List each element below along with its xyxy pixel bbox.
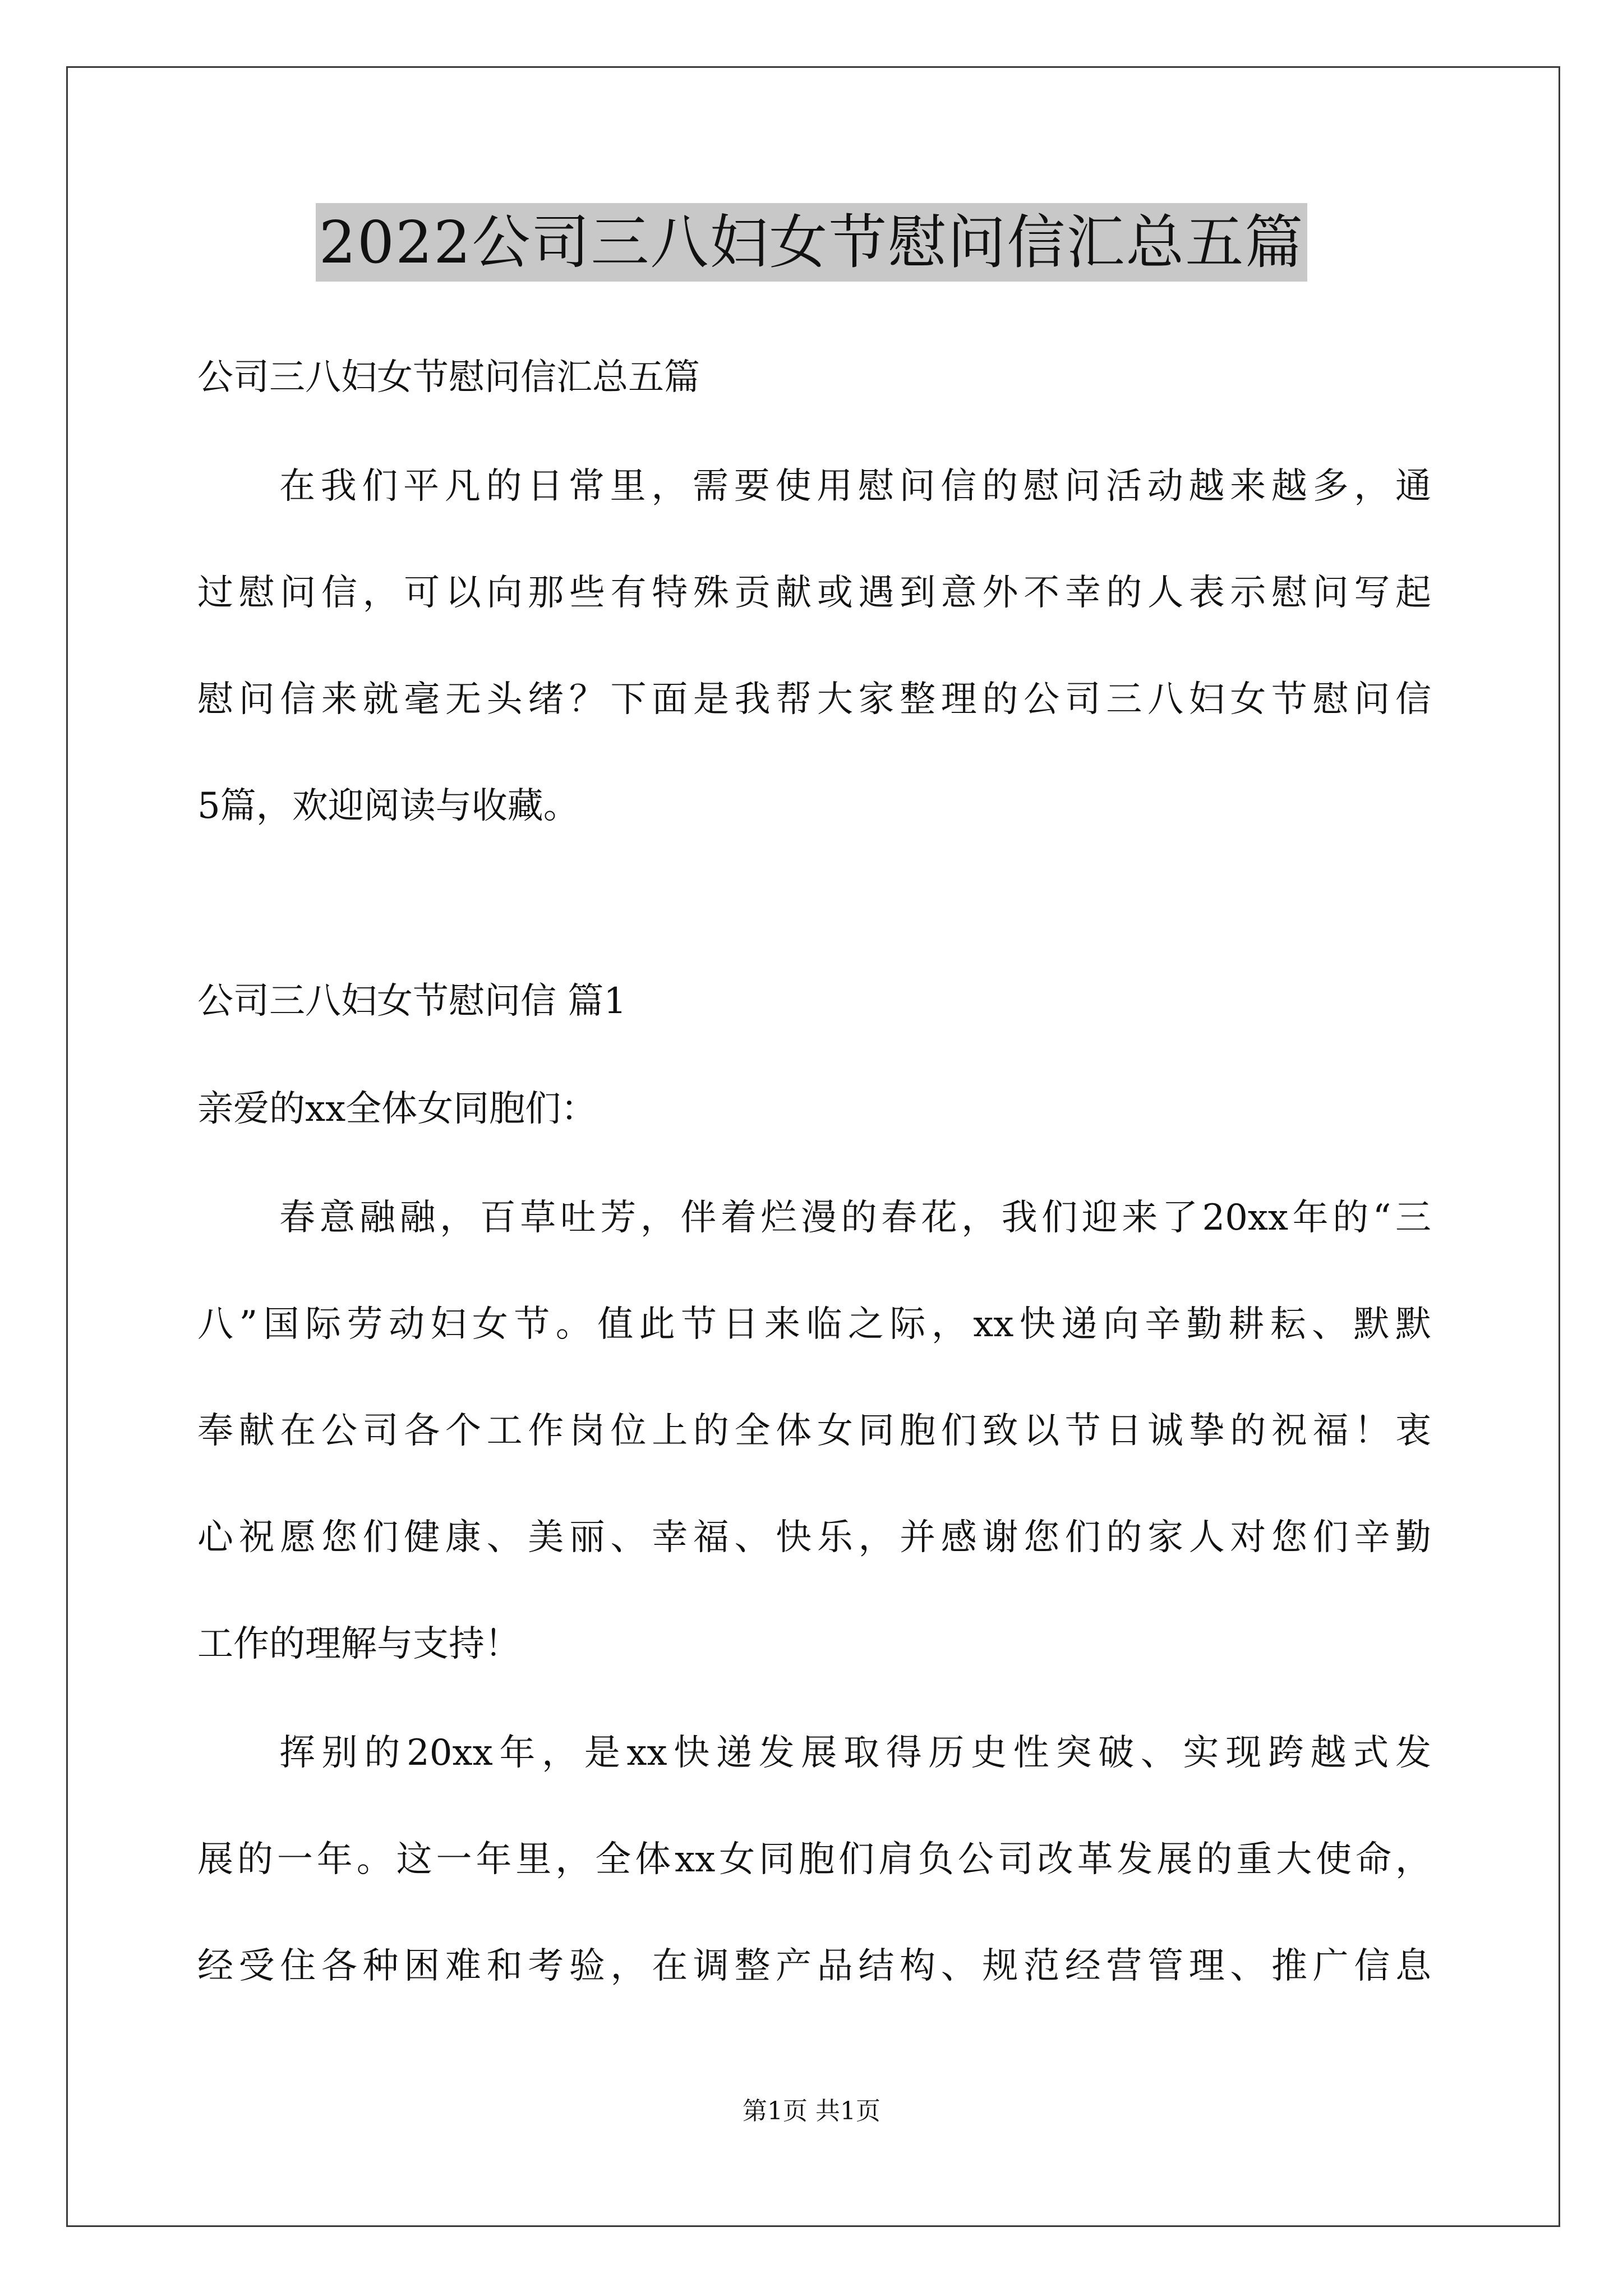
- paragraph-line: 工作的理解与支持！: [197, 1623, 520, 1665]
- document-subtitle: 公司三八妇女节慰问信汇总五篇: [197, 357, 700, 398]
- salutation: 亲爱的xx全体女同胞们：: [197, 1088, 597, 1130]
- paragraph-line: 八”国际劳动妇女节。值此节日来临之际，xx快递向辛勤耕耘、默默: [197, 1304, 1431, 1345]
- page-footer: 第1页 共1页: [743, 2097, 880, 2125]
- document-title: 2022公司三八妇女节慰问信汇总五篇: [316, 203, 1308, 282]
- paragraph-line: 展的一年。这一年里，全体xx女同胞们肩负公司改革发展的重大使命，: [197, 1839, 1431, 1880]
- intro-line: 在我们平凡的日常里，需要使用慰问信的慰问活动越来越多，通: [279, 466, 1431, 507]
- intro-line: 过慰问信，可以向那些有特殊贡献或遇到意外不幸的人表示慰问写起: [197, 572, 1431, 614]
- title-wrap: [0, 203, 1623, 282]
- intro-line: 慰问信来就毫无头绪？下面是我帮大家整理的公司三八妇女节慰问信: [197, 679, 1431, 720]
- paragraph-line: 心祝愿您们健康、美丽、幸福、快乐，并感谢您们的家人对您们辛勤: [197, 1517, 1431, 1558]
- paragraph-line: 经受住各种困难和考验，在调整产品结构、规范经营管理、推广信息: [197, 1945, 1431, 1987]
- section-heading: 公司三八妇女节慰问信 篇1: [197, 981, 627, 1022]
- paragraph-line: 挥别的20xx年，是xx快递发展取得历史性突破、实现跨越式发: [279, 1732, 1431, 1774]
- paragraph-line: 奉献在公司各个工作岗位上的全体女同胞们致以节日诚挚的祝福！衷: [197, 1410, 1431, 1452]
- intro-line: 5篇，欢迎阅读与收藏。: [197, 785, 579, 827]
- paragraph-line: 春意融融，百草吐芳，伴着烂漫的春花，我们迎来了20xx年的“三: [279, 1197, 1431, 1239]
